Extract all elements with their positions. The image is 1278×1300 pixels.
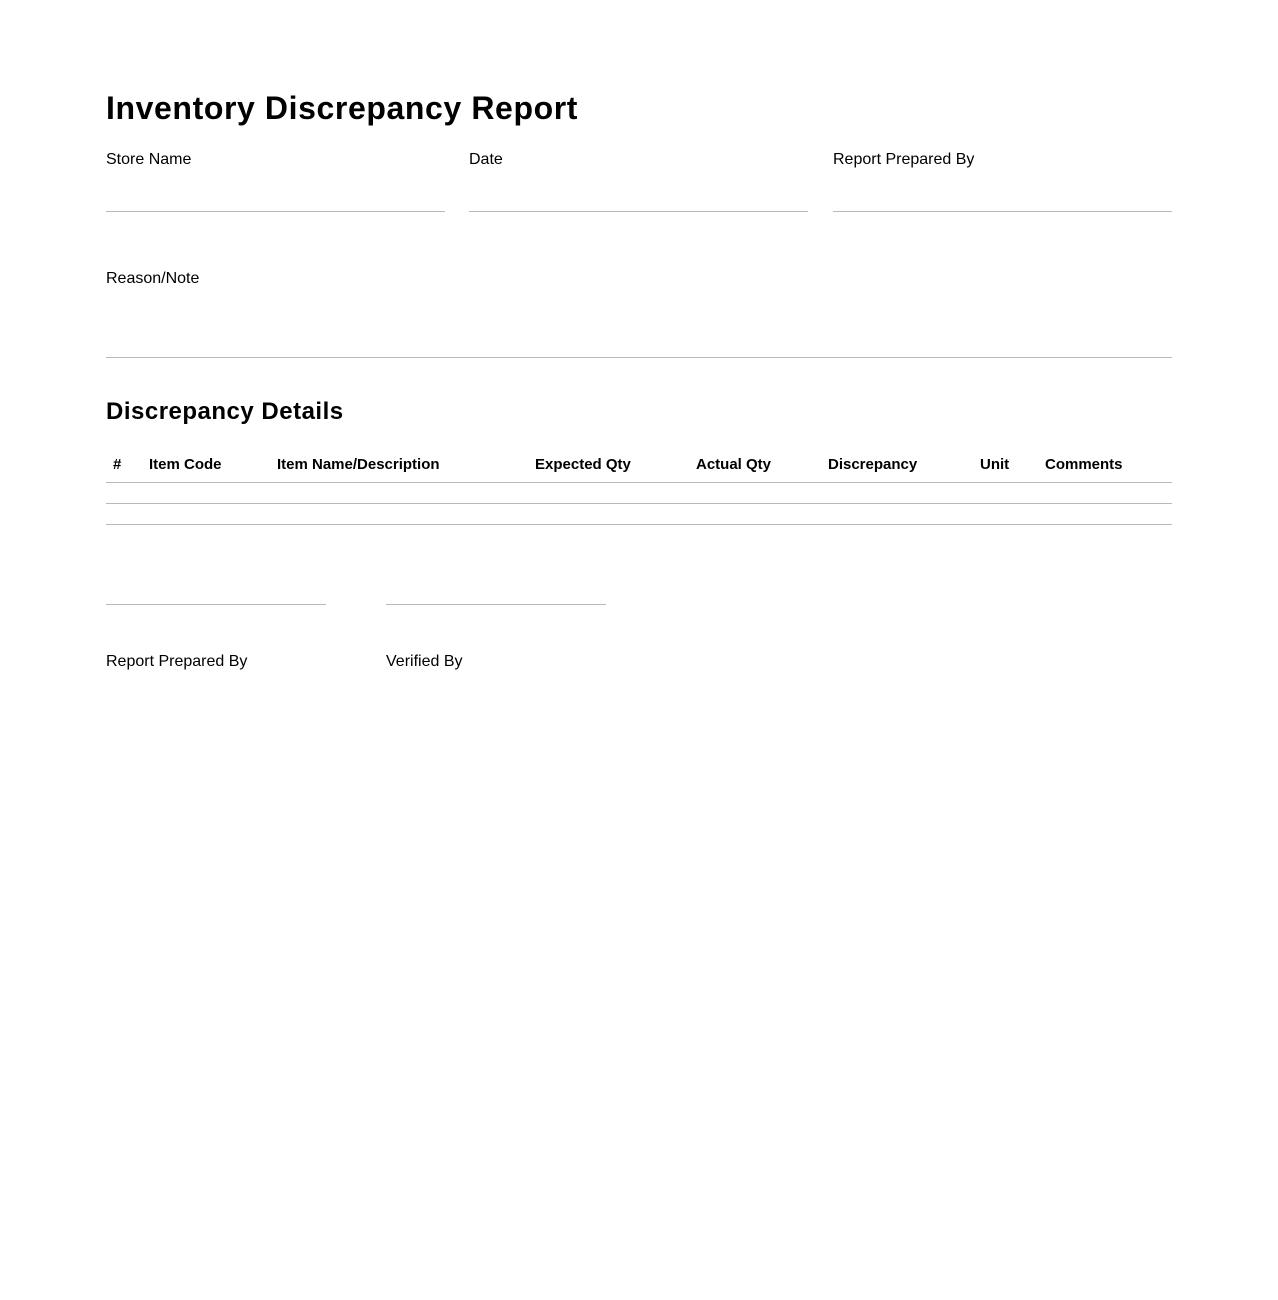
prepared-by-signature-label: Report Prepared By — [106, 653, 248, 670]
prepared-by-field[interactable] — [833, 150, 1172, 212]
column-header-unit: Unit — [980, 456, 1010, 473]
prepared-by-signature[interactable] — [106, 604, 326, 674]
column-header-number: # — [113, 456, 122, 473]
verified-by-signature-label: Verified By — [386, 653, 463, 670]
prepared-by-label: Report Prepared By — [833, 151, 975, 168]
prepared-by-underline — [833, 211, 1172, 212]
date-underline — [469, 211, 808, 212]
verified-by-signature[interactable] — [386, 604, 606, 674]
reason-note-label: Reason/Note — [106, 270, 200, 287]
date-label: Date — [469, 151, 503, 168]
verified-by-signature-line — [386, 604, 606, 605]
column-header-expected-qty: Expected Qty — [535, 456, 631, 473]
table-row[interactable] — [106, 504, 1172, 525]
column-header-item-code: Item Code — [149, 456, 222, 473]
store-name-field[interactable] — [106, 150, 445, 212]
reason-note-underline — [106, 357, 1172, 358]
column-header-item-name: Item Name/Description — [277, 456, 440, 473]
date-field[interactable] — [469, 150, 808, 212]
column-header-actual-qty: Actual Qty — [696, 456, 772, 473]
prepared-by-signature-line — [106, 604, 326, 605]
table-row[interactable] — [106, 483, 1172, 504]
report-title: Inventory Discrepancy Report — [106, 90, 579, 126]
column-header-discrepancy: Discrepancy — [828, 456, 918, 473]
discrepancy-details-title: Discrepancy Details — [106, 398, 344, 425]
column-header-comments: Comments — [1045, 456, 1123, 473]
report-header-fields — [106, 150, 1172, 212]
discrepancy-table-header — [106, 452, 1172, 483]
discrepancy-table — [106, 452, 1172, 525]
store-name-underline — [106, 211, 445, 212]
reason-note-field[interactable] — [106, 269, 1172, 358]
store-name-label: Store Name — [106, 151, 192, 168]
